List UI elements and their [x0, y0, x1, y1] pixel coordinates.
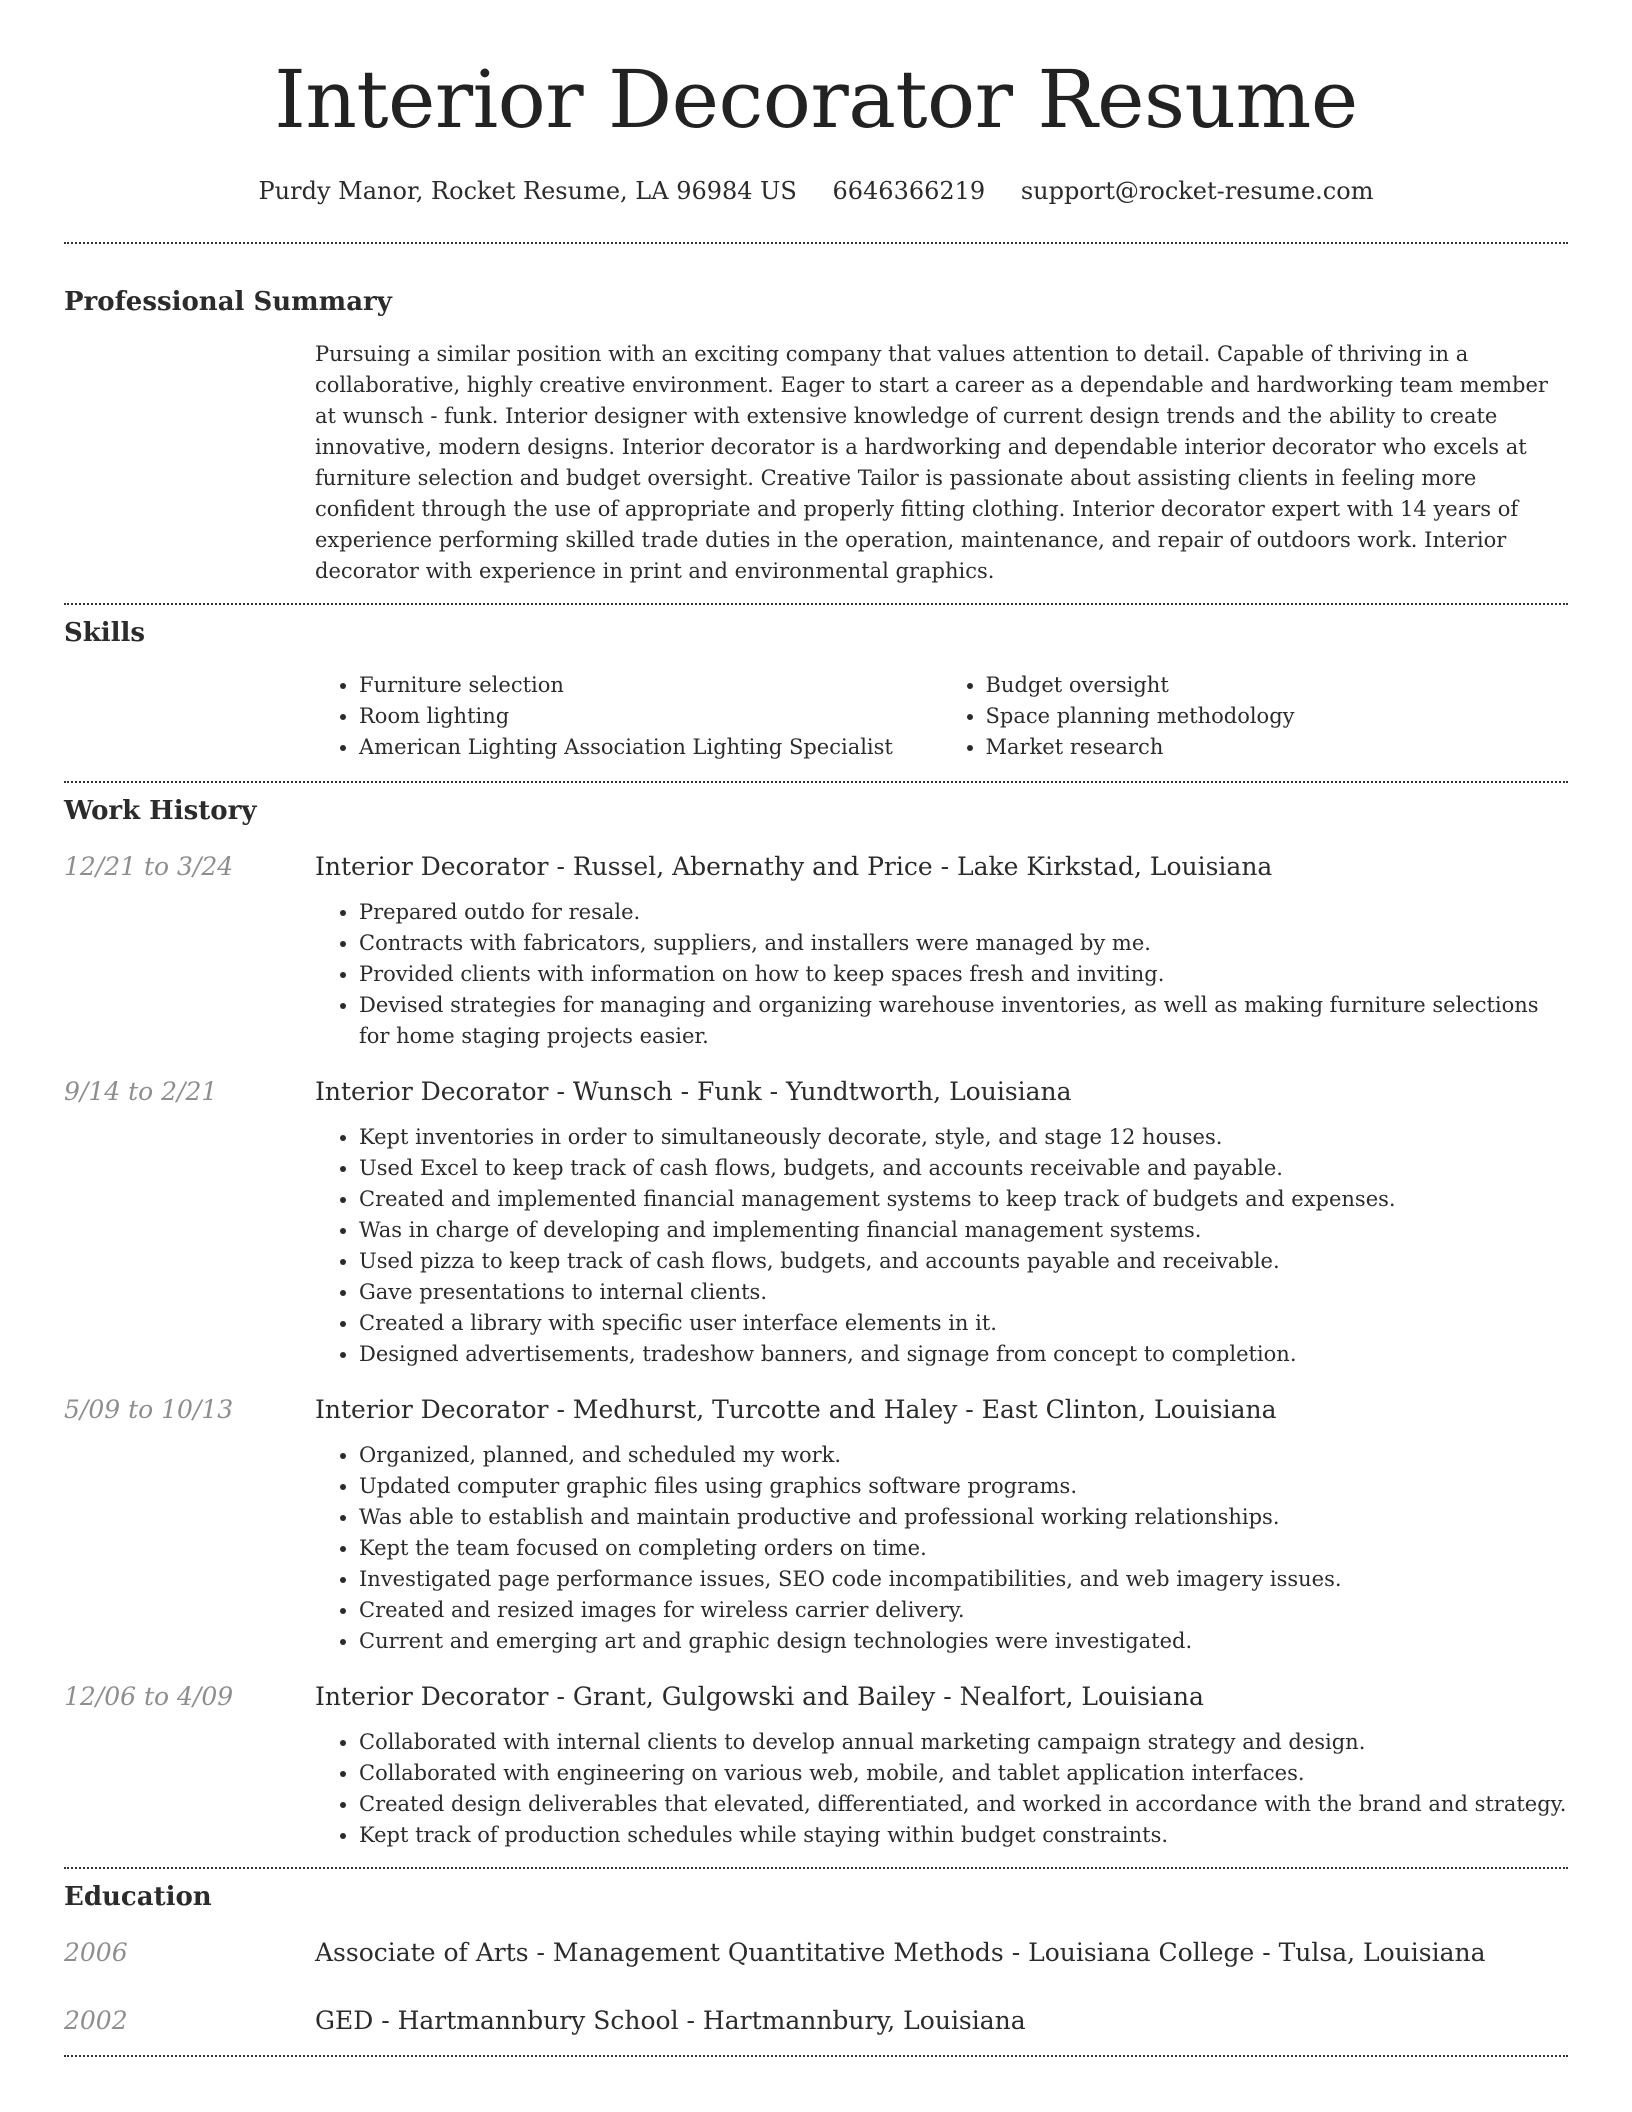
job-bullet: • Provided clients with information on how to keep spaces fresh and inviting.: [359, 959, 1568, 990]
job-entry: [64, 1074, 1568, 1370]
contact-address: Purdy Manor, Rocket Resume, LA 96984 US: [258, 177, 797, 205]
divider: [64, 2055, 1568, 2057]
skills-list-right: [942, 670, 1569, 763]
job-bullet: • Created a library with specific user interface elements in it.: [359, 1308, 1568, 1339]
job-bullet: • Was able to establish and maintain productive and professional working relationships.: [359, 1502, 1568, 1533]
job-bullet: • Created and implemented financial management systems to keep track of budgets and expenses.: [359, 1184, 1568, 1215]
job-entry: [64, 1679, 1568, 1851]
divider: [64, 1867, 1568, 1869]
job-bullet: • Designed advertisements, tradeshow banners, and signage from concept to completion.: [359, 1339, 1568, 1370]
education-entry: [64, 1935, 1568, 1971]
job-bullet: • Contracts with fabricators, suppliers, and installers were managed by me.: [359, 928, 1568, 959]
job-title: Interior Decorator - Russel, Abernathy and Price - Lake Kirkstad, Louisiana: [315, 852, 1273, 881]
skill-item: • Room lighting: [359, 701, 942, 732]
job-bullet: • Gave presentations to internal clients.: [359, 1277, 1568, 1308]
job-title: Interior Decorator - Grant, Gulgowski and Bailey - Nealfort, Louisiana: [315, 1682, 1204, 1711]
summary-heading: Professional Summary: [64, 287, 392, 317]
job-bullet: • Prepared outdo for resale.: [359, 897, 1568, 928]
job-bullets: [315, 1122, 1568, 1370]
job-bullets: [315, 897, 1568, 1052]
divider: [64, 242, 1568, 244]
job-bullet: • Collaborated with internal clients to develop annual marketing campaign strategy and design.: [359, 1727, 1568, 1758]
education-heading: Education: [64, 1882, 212, 1912]
job-bullet: • Kept inventories in order to simultaneously decorate, style, and stage 12 houses.: [359, 1122, 1568, 1153]
skills-list-left: [315, 670, 942, 763]
divider: [64, 603, 1568, 605]
resume-page: [64, 0, 1568, 2057]
job-bullet: • Investigated page performance issues, SEO code incompatibilities, and web imagery issues.: [359, 1564, 1568, 1595]
job-bullet: • Collaborated with engineering on various web, mobile, and tablet application interfaces.: [359, 1758, 1568, 1789]
contact-phone: 6646366219: [832, 177, 986, 205]
divider: [64, 781, 1568, 783]
job-title: Interior Decorator - Wunsch - Funk - Yundtworth, Louisiana: [315, 1077, 1072, 1106]
job-bullets: [315, 1440, 1568, 1657]
job-bullet: • Used Excel to keep track of cash flows, budgets, and accounts receivable and payable.: [359, 1153, 1568, 1184]
skill-item: • Budget oversight: [986, 670, 1569, 701]
job-bullet: • Was in charge of developing and implementing financial management systems.: [359, 1215, 1568, 1246]
skill-item: • Furniture selection: [359, 670, 942, 701]
job-title: Interior Decorator - Medhurst, Turcotte and Haley - East Clinton, Louisiana: [315, 1395, 1277, 1424]
summary-text: Pursuing a similar position with an exciting company that values attention to detail. Capable of thriving in a collaborative, highly creative environment. Eager to start a career as a dependable and hardworking team member at wunsch - funk. Interior designer with extensive knowledge of current design trends and the ability to create innovative, modern designs. Interior decorator is a hardworking and dependable interior decorator who excels at furniture selection and budget oversight. Creative Tailor is passionate about assisting clients in feeling more confident through the use of appropriate and properly fitting clothing. Interior decorator expert with 14 years of experience performing skilled trade duties in the operation, maintenance, and repair of outdoors work. Interior decorator with experience in print and environmental graphics.: [315, 342, 1548, 583]
job-bullet: • Current and emerging art and graphic design technologies were investigated.: [359, 1626, 1568, 1657]
job-dates: 12/06 to 4/09: [64, 1682, 234, 1711]
job-bullet: • Organized, planned, and scheduled my work.: [359, 1440, 1568, 1471]
job-bullet: • Updated computer graphic files using graphics software programs.: [359, 1471, 1568, 1502]
job-bullet: • Devised strategies for managing and organizing warehouse inventories, as well as making furniture selections for home staging projects easier.: [359, 990, 1568, 1052]
job-dates: 5/09 to 10/13: [64, 1395, 234, 1424]
skill-item: • American Lighting Association Lighting Specialist: [359, 732, 942, 763]
contact-email: support@rocket-resume.com: [1020, 177, 1374, 205]
job-entry: [64, 849, 1568, 1052]
skills-heading: Skills: [64, 618, 146, 648]
job-bullet: • Created and resized images for wireless carrier delivery.: [359, 1595, 1568, 1626]
skill-item: • Space planning methodology: [986, 701, 1569, 732]
job-bullet: • Kept track of production schedules while staying within budget constraints.: [359, 1820, 1568, 1851]
education-title: GED - Hartmannbury School - Hartmannbury, Louisiana: [315, 2006, 1026, 2035]
job-dates: 9/14 to 2/21: [64, 1077, 218, 1106]
resume-title: Interior Decorator Resume: [274, 53, 1358, 146]
job-bullet: • Kept the team focused on completing orders on time.: [359, 1533, 1568, 1564]
education-year: 2002: [64, 2006, 128, 2035]
education-year: 2006: [64, 1938, 128, 1967]
job-bullet: • Used pizza to keep track of cash flows, budgets, and accounts payable and receivable.: [359, 1246, 1568, 1277]
job-entry: [64, 1392, 1568, 1657]
education-entry: [64, 2003, 1568, 2039]
job-bullet: • Created design deliverables that elevated, differentiated, and worked in accordance with the brand and strategy.: [359, 1789, 1568, 1820]
job-dates: 12/21 to 3/24: [64, 852, 234, 881]
skills-section: [315, 670, 1568, 763]
summary-section: [315, 339, 1568, 587]
contact-line: [64, 174, 1568, 208]
work-heading: Work History: [64, 796, 257, 826]
job-bullets: [315, 1727, 1568, 1851]
education-title: Associate of Arts - Management Quantitative Methods - Louisiana College - Tulsa, Louisiana: [315, 1938, 1486, 1967]
skill-item: • Market research: [986, 732, 1569, 763]
